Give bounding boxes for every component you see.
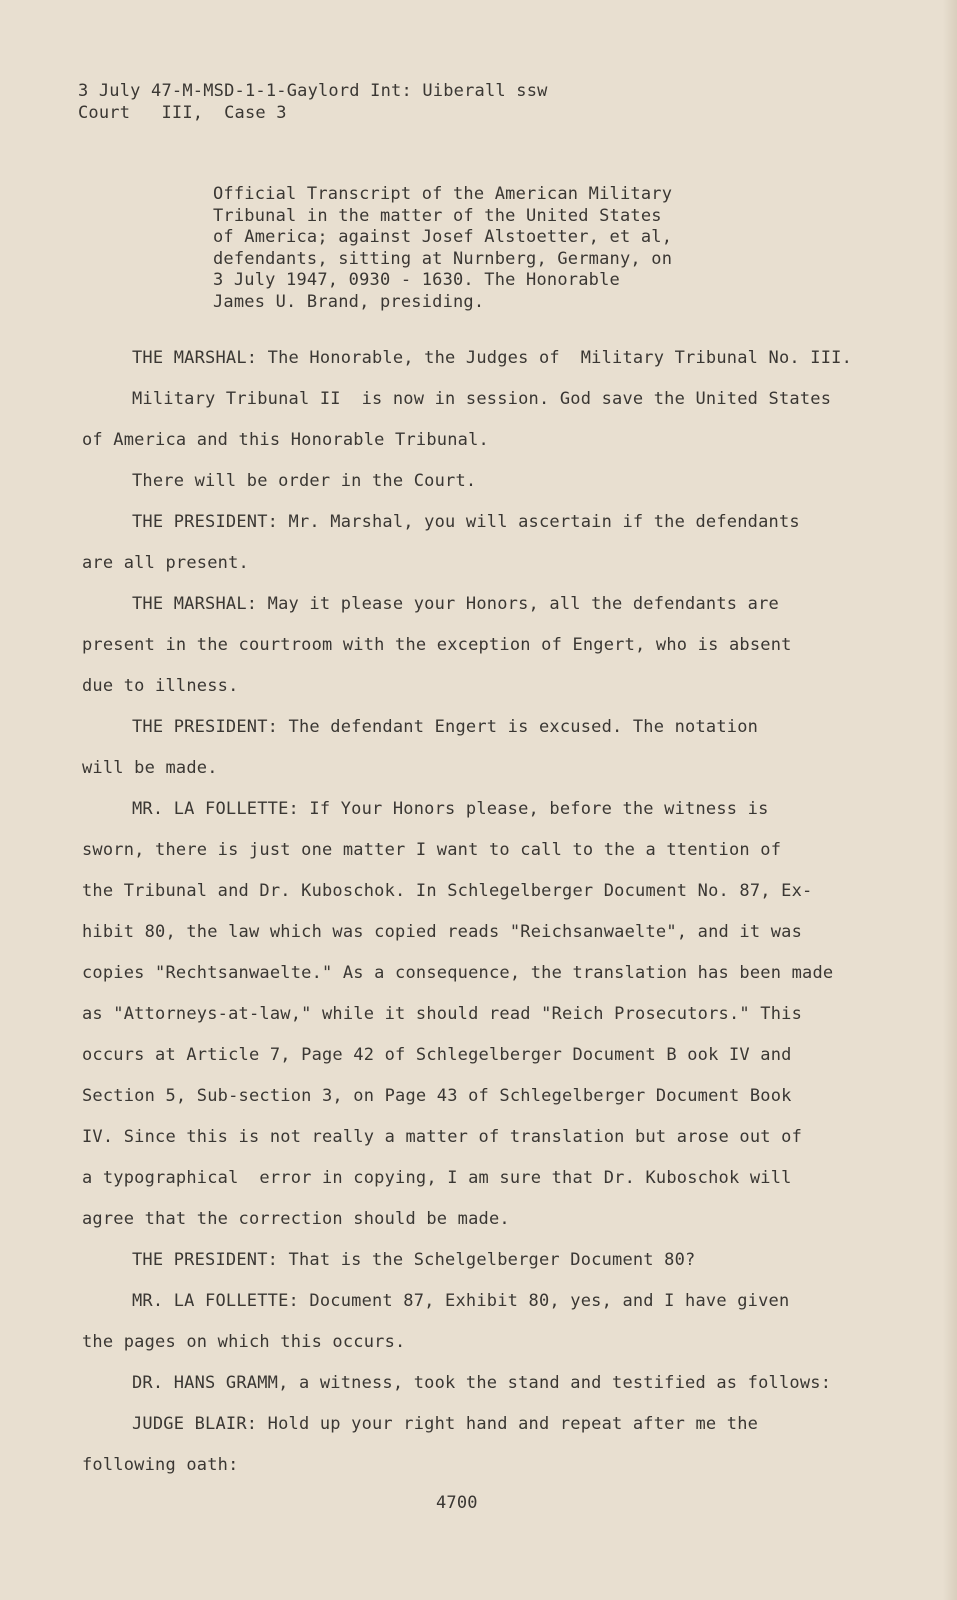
title-line: 3 July 1947, 0930 - 1630. The Honorable <box>213 270 620 290</box>
body-line: sworn, there is just one matter I want to call to the a ttention of <box>82 840 782 860</box>
title-line: Official Transcript of the American Military <box>213 184 673 204</box>
body-line: the pages on which this occurs. <box>82 1332 406 1352</box>
title-line: of America; against Josef Alstoetter, et al, <box>213 227 673 247</box>
body-line: occurs at Article 7, Page 42 of Schlegelberger Document B ook IV and <box>82 1045 792 1065</box>
header-court-line: Court III, Case 3 <box>78 103 287 123</box>
body-line: There will be order in the Court. <box>132 471 477 491</box>
body-line: of America and this Honorable Tribunal. <box>82 430 489 450</box>
body-line: as "Attorneys-at-law," while it should read "Reich Prosecutors." This <box>82 1004 803 1024</box>
header-reference-line: 3 July 47-M-MSD-1-1-Gaylord Int: Uiberall ssw <box>78 81 548 101</box>
title-line: defendants, sitting at Nurnberg, Germany, on <box>213 248 673 269</box>
body-line: hibit 80, the law which was copied reads "Reichsanwaelte", and it was <box>82 922 803 942</box>
transcript-title-block <box>213 184 672 313</box>
body-line: are all present. <box>82 553 249 573</box>
body-line: MR. LA FOLLETTE: If Your Honors please, before the witness is <box>132 799 769 819</box>
body-line: Military Tribunal II is now in session. God save the United States <box>132 389 832 409</box>
body-line: DR. HANS GRAMM, a witness, took the stand and testified as follows: <box>132 1373 832 1393</box>
body-line: due to illness. <box>82 676 239 696</box>
body-line: agree that the correction should be made. <box>82 1209 510 1229</box>
page-edge-shadow <box>943 0 957 1600</box>
body-line: IV. Since this is not really a matter of translation but arose out of <box>82 1127 803 1147</box>
body-line: present in the courtroom with the exception of Engert, who is absent <box>82 635 792 655</box>
body-line: THE PRESIDENT: The defendant Engert is excused. The notation <box>132 717 759 737</box>
title-line: Tribunal in the matter of the United States <box>213 205 662 226</box>
body-line: THE PRESIDENT: Mr. Marshal, you will ascertain if the defendants <box>132 512 800 532</box>
body-line: THE MARSHAL: The Honorable, the Judges of Military Tribunal No. III. <box>132 348 853 368</box>
body-line: the Tribunal and Dr. Kuboschok. In Schlegelberger Document No. 87, Ex- <box>82 881 813 901</box>
body-line: a typographical error in copying, I am sure that Dr. Kuboschok will <box>82 1168 792 1188</box>
body-line: will be made. <box>82 758 218 778</box>
title-line: James U. Brand, presiding. <box>213 291 485 312</box>
body-line: following oath: <box>82 1455 239 1475</box>
body-line: copies "Rechtsanwaelte." As a consequence, the translation has been made <box>82 963 834 983</box>
body-line: MR. LA FOLLETTE: Document 87, Exhibit 80, yes, and I have given <box>132 1291 790 1311</box>
body-line: THE MARSHAL: May it please your Honors, all the defendants are <box>132 594 779 614</box>
document-header <box>78 80 548 124</box>
body-line: Section 5, Sub-section 3, on Page 43 of Schlegelberger Document Book <box>82 1086 792 1106</box>
page-number: 4700 <box>436 1493 478 1513</box>
body-line: JUDGE BLAIR: Hold up your right hand and repeat after me the <box>132 1414 759 1434</box>
body-line: THE PRESIDENT: That is the Schelgelberger Document 80? <box>132 1250 696 1270</box>
